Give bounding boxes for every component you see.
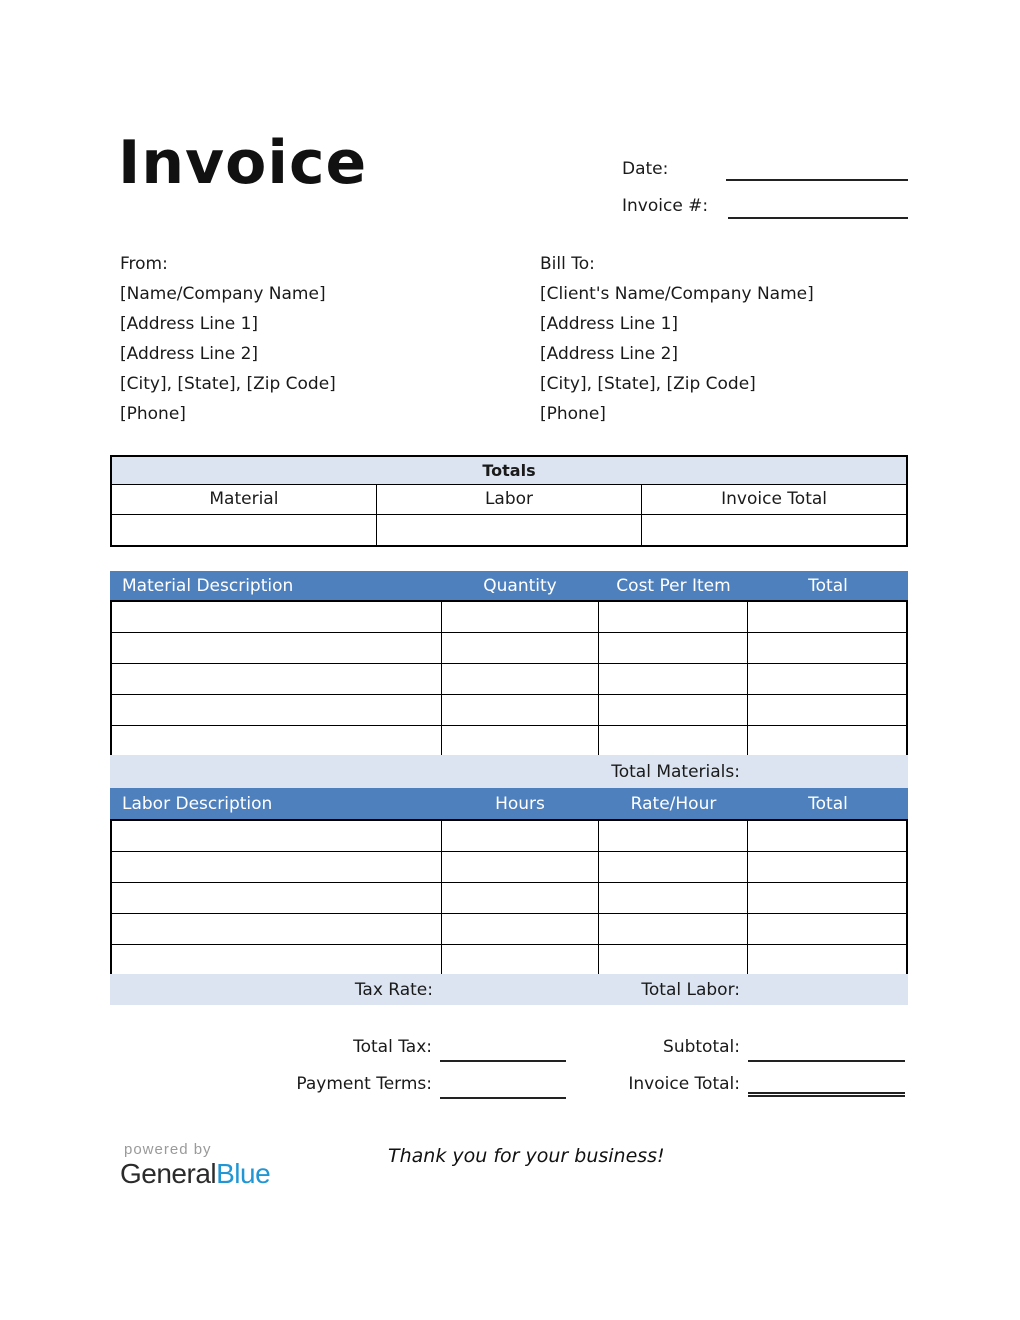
bill-to-section bbox=[540, 249, 814, 429]
bill-to-line-name: [Client's Name/Company Name] bbox=[540, 284, 814, 304]
labor-table bbox=[110, 819, 908, 976]
labor-hours-cell[interactable] bbox=[441, 820, 599, 851]
totals-col-invoice-total: Invoice Total bbox=[642, 484, 907, 514]
labor-total-cell[interactable] bbox=[748, 944, 907, 975]
tax-total-labor-band bbox=[110, 974, 908, 1005]
from-line-phone: [Phone] bbox=[120, 404, 186, 424]
labor-col-hours: Hours bbox=[495, 793, 545, 814]
labor-col-total: Total bbox=[808, 793, 848, 814]
brand-blue-text: Blue bbox=[216, 1158, 271, 1189]
invoice-total-label: Invoice Total: bbox=[628, 1074, 740, 1094]
bill-to-line-phone: [Phone] bbox=[540, 404, 606, 424]
invoice-number-input-line[interactable] bbox=[728, 197, 908, 219]
materials-row bbox=[111, 725, 907, 756]
labor-col-rate-hour: Rate/Hour bbox=[630, 793, 717, 814]
labor-rate-cell[interactable] bbox=[599, 944, 748, 975]
bill-to-line-address1: [Address Line 1] bbox=[540, 314, 679, 334]
labor-table-header bbox=[110, 788, 908, 819]
materials-cost-cell[interactable] bbox=[599, 601, 748, 632]
materials-total-cell[interactable] bbox=[748, 663, 907, 694]
totals-table-title: Totals bbox=[111, 456, 907, 484]
payment-terms-label: Payment Terms: bbox=[296, 1074, 432, 1094]
labor-description-cell[interactable] bbox=[111, 851, 441, 882]
materials-description-cell[interactable] bbox=[111, 725, 441, 756]
powered-by-label: powered by bbox=[124, 1141, 212, 1158]
materials-col-quantity: Quantity bbox=[483, 575, 557, 596]
materials-description-cell[interactable] bbox=[111, 663, 441, 694]
materials-quantity-cell[interactable] bbox=[441, 601, 599, 632]
labor-rate-cell[interactable] bbox=[599, 820, 748, 851]
labor-rate-cell[interactable] bbox=[599, 913, 748, 944]
brand-general-text: General bbox=[120, 1158, 217, 1189]
material-total-cell[interactable] bbox=[111, 514, 376, 546]
subtotal-input-line[interactable] bbox=[748, 1038, 905, 1062]
materials-cost-cell[interactable] bbox=[599, 725, 748, 756]
subtotal-label: Subtotal: bbox=[663, 1037, 740, 1057]
from-section bbox=[120, 249, 336, 429]
labor-row bbox=[111, 913, 907, 944]
labor-hours-cell[interactable] bbox=[441, 851, 599, 882]
materials-table bbox=[110, 600, 908, 757]
labor-total-cell[interactable] bbox=[748, 913, 907, 944]
total-materials-band bbox=[110, 755, 908, 788]
materials-col-total: Total bbox=[808, 575, 848, 596]
labor-row bbox=[111, 944, 907, 975]
labor-rate-cell[interactable] bbox=[599, 851, 748, 882]
materials-cost-cell[interactable] bbox=[599, 632, 748, 663]
tax-rate-label: Tax Rate: bbox=[354, 979, 433, 1000]
bill-to-heading: Bill To: bbox=[540, 254, 595, 274]
labor-row bbox=[111, 820, 907, 851]
labor-row bbox=[111, 851, 907, 882]
general-blue-logo bbox=[120, 1158, 270, 1190]
bill-to-line-address2: [Address Line 2] bbox=[540, 344, 679, 364]
invoice-number-label: Invoice #: bbox=[622, 196, 709, 216]
materials-col-cost-per-item: Cost Per Item bbox=[616, 575, 731, 596]
labor-total-cell[interactable] bbox=[748, 882, 907, 913]
materials-cost-cell[interactable] bbox=[599, 663, 748, 694]
materials-col-description: Material Description bbox=[122, 575, 294, 596]
labor-hours-cell[interactable] bbox=[441, 944, 599, 975]
materials-row bbox=[111, 632, 907, 663]
materials-row bbox=[111, 601, 907, 632]
date-input-line[interactable] bbox=[726, 159, 908, 181]
labor-row bbox=[111, 882, 907, 913]
materials-row bbox=[111, 694, 907, 725]
labor-hours-cell[interactable] bbox=[441, 913, 599, 944]
materials-quantity-cell[interactable] bbox=[441, 694, 599, 725]
bill-to-line-city-state-zip: [City], [State], [Zip Code] bbox=[540, 374, 756, 394]
invoice-total-cell[interactable] bbox=[642, 514, 907, 546]
total-labor-label: Total Labor: bbox=[641, 979, 740, 1000]
labor-description-cell[interactable] bbox=[111, 882, 441, 913]
page-title: Invoice bbox=[118, 128, 368, 198]
materials-description-cell[interactable] bbox=[111, 601, 441, 632]
materials-description-cell[interactable] bbox=[111, 632, 441, 663]
labor-total-cell[interactable] bbox=[748, 851, 907, 882]
materials-cost-cell[interactable] bbox=[599, 694, 748, 725]
materials-total-cell[interactable] bbox=[748, 632, 907, 663]
thank-you-note: Thank you for your business! bbox=[388, 1145, 665, 1167]
totals-table bbox=[110, 455, 908, 547]
materials-quantity-cell[interactable] bbox=[441, 663, 599, 694]
materials-description-cell[interactable] bbox=[111, 694, 441, 725]
labor-hours-cell[interactable] bbox=[441, 882, 599, 913]
materials-quantity-cell[interactable] bbox=[441, 632, 599, 663]
labor-col-description: Labor Description bbox=[122, 793, 273, 814]
date-label: Date: bbox=[622, 159, 669, 179]
materials-total-cell[interactable] bbox=[748, 601, 907, 632]
labor-total-cell[interactable] bbox=[748, 820, 907, 851]
from-line-address1: [Address Line 1] bbox=[120, 314, 259, 334]
totals-col-labor: Labor bbox=[376, 484, 641, 514]
materials-quantity-cell[interactable] bbox=[441, 725, 599, 756]
labor-description-cell[interactable] bbox=[111, 820, 441, 851]
materials-total-cell[interactable] bbox=[748, 694, 907, 725]
materials-table-header bbox=[110, 571, 908, 600]
materials-total-cell[interactable] bbox=[748, 725, 907, 756]
labor-total-cell[interactable] bbox=[376, 514, 641, 546]
from-heading: From: bbox=[120, 254, 168, 274]
from-line-name: [Name/Company Name] bbox=[120, 284, 326, 304]
totals-col-material: Material bbox=[111, 484, 376, 514]
invoice-total-input-line[interactable] bbox=[748, 1073, 905, 1097]
labor-description-cell[interactable] bbox=[111, 944, 441, 975]
total-tax-label: Total Tax: bbox=[353, 1037, 432, 1057]
from-line-address2: [Address Line 2] bbox=[120, 344, 259, 364]
from-line-city-state-zip: [City], [State], [Zip Code] bbox=[120, 374, 336, 394]
labor-rate-cell[interactable] bbox=[599, 882, 748, 913]
total-materials-label: Total Materials: bbox=[611, 761, 740, 782]
materials-row bbox=[111, 663, 907, 694]
labor-description-cell[interactable] bbox=[111, 913, 441, 944]
